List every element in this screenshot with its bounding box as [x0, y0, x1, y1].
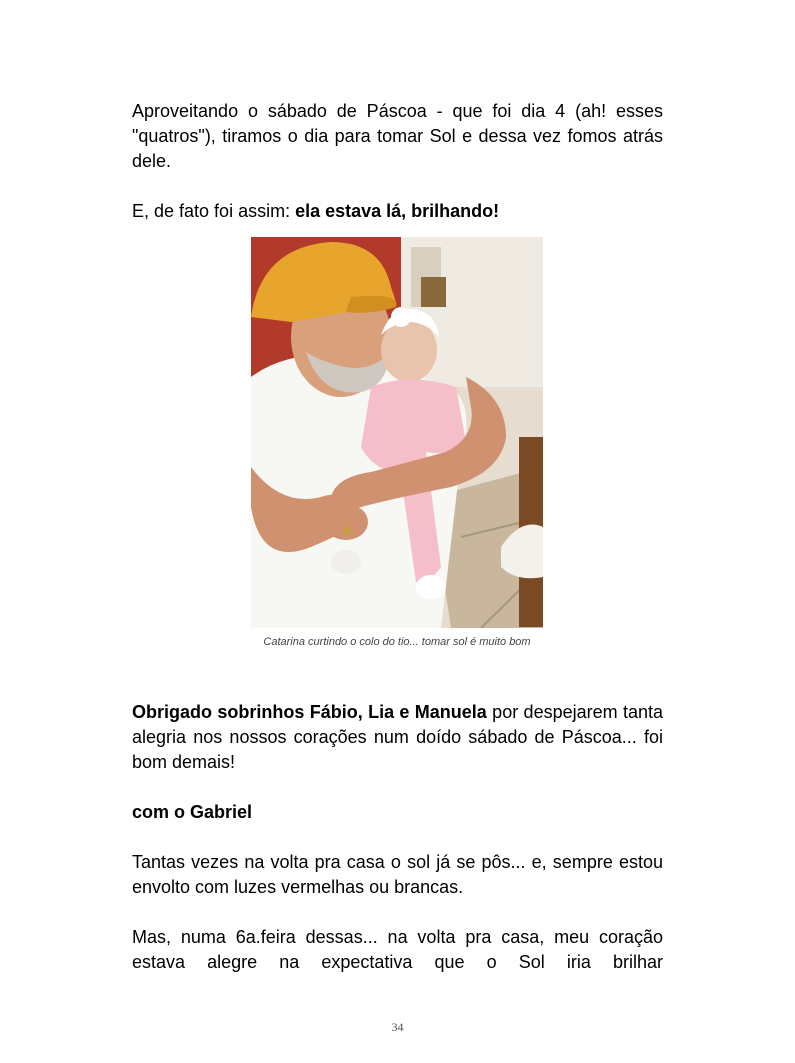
paragraph-thanks-text: por despejarem tanta alegria nos nossos corações num doído sábado de Páscoa... foi bom demais! [132, 702, 663, 772]
paragraph-intro: Aproveitando o sábado de Páscoa - que foi dia 4 (ah! esses "quatros"), tiramos o dia para tomar Sol e dessa vez fomos atrás dele. [132, 101, 663, 171]
subheading-gabriel: com o Gabriel [132, 802, 253, 822]
paragraph-sun-statement [132, 199, 663, 224]
paragraph-sun-bold: ela estava lá, brilhando! [295, 201, 500, 221]
paragraph-thanks-bold: Obrigado sobrinhos Fábio, Lia e Manuela [132, 702, 487, 722]
page-number: 34 [391, 1020, 404, 1034]
photo-man-with-baby [251, 237, 543, 628]
paragraph-subheading [132, 800, 663, 825]
photo-caption: Catarina curtindo o colo do tio... tomar sol é muito bom [263, 636, 531, 648]
paragraph-sunset: Tantas vezes na volta pra casa o sol já se pôs... e, sempre estou envolto com luzes vermelhas ou brancas. [132, 852, 663, 897]
paragraph-friday: Mas, numa 6a.feira dessas... na volta pra casa, meu coração estava alegre na expectativa que o Sol iria brilhar [132, 927, 663, 972]
paragraph-thanks [132, 700, 663, 775]
paragraph-sun-text: E, de fato foi assim: [132, 201, 296, 221]
